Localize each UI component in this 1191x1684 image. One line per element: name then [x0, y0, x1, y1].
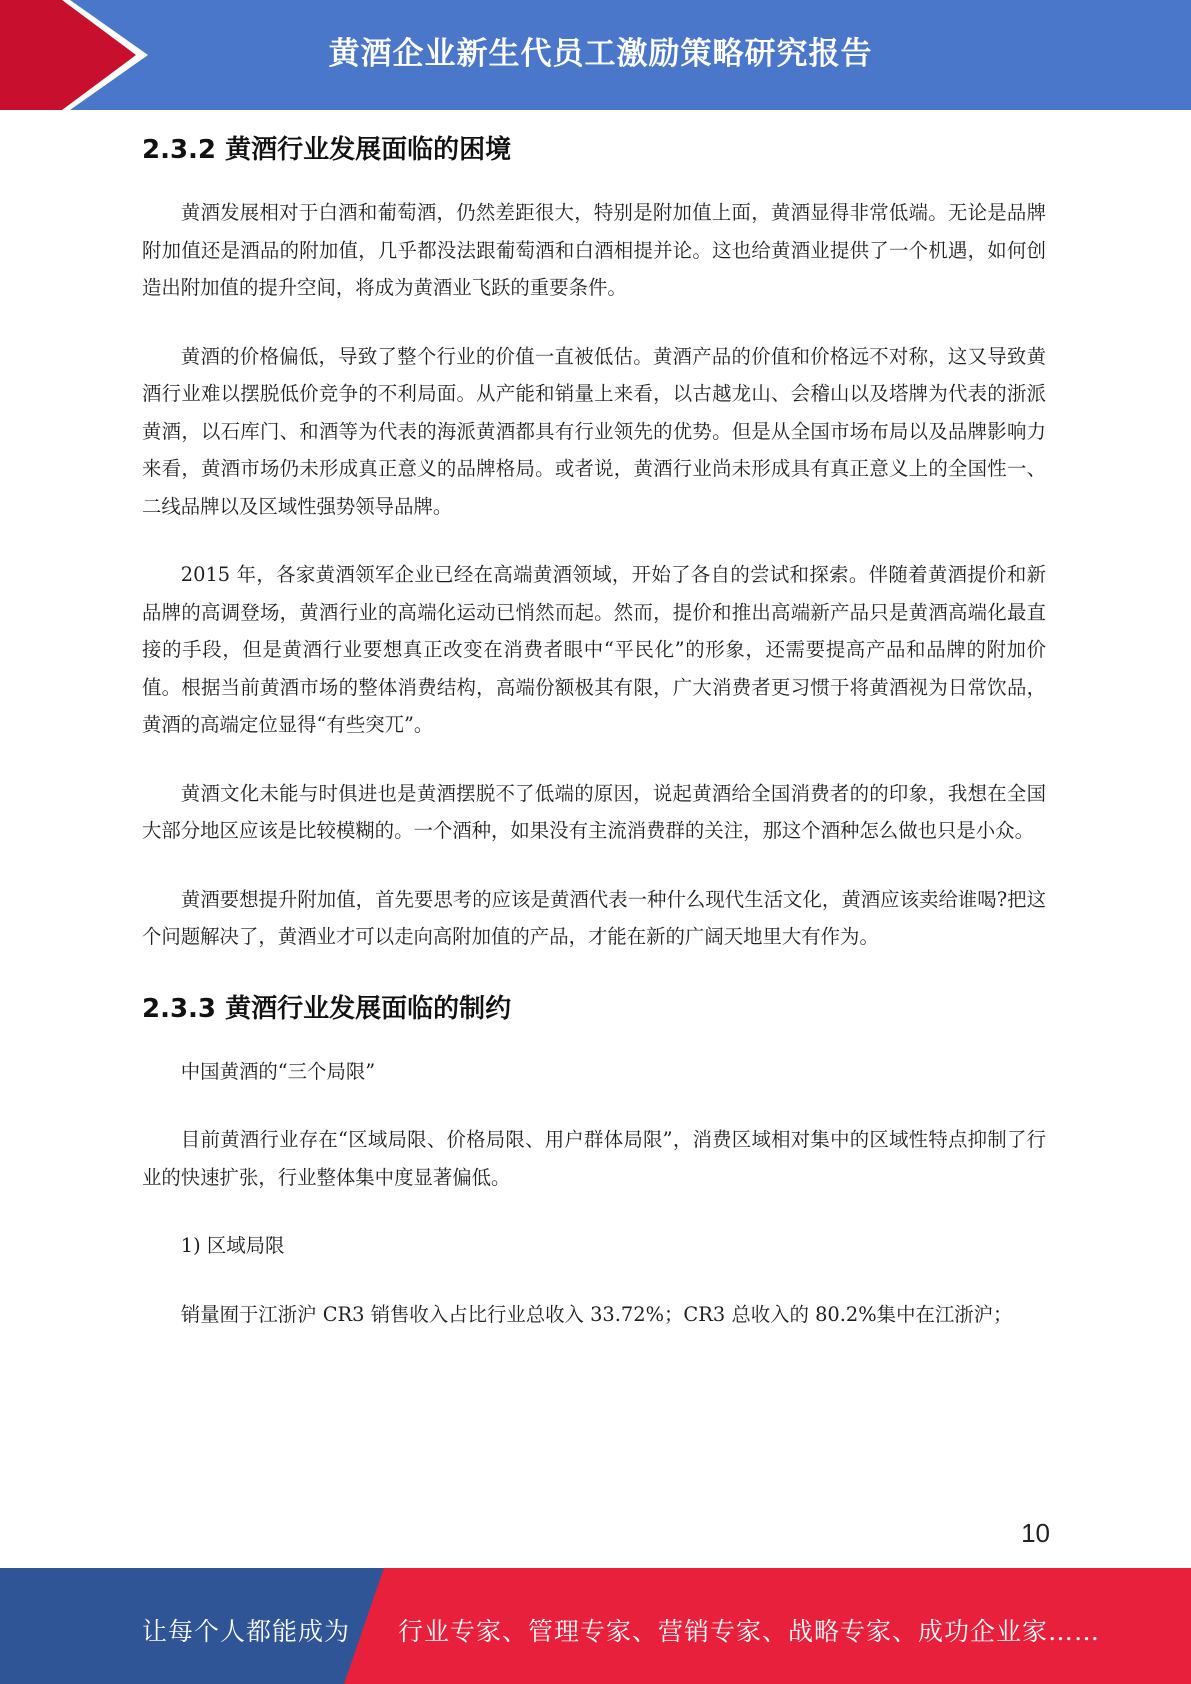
footer-slogan-right: 行业专家、管理专家、营销专家、战略专家、成功企业家…… [398, 1617, 1101, 1646]
list-item-heading: 1) 区域局限 [180, 1234, 285, 1257]
section-heading-2-3-2: 2.3.2 黄酒行业发展面临的困境 [142, 135, 512, 165]
paragraph: 目前黄酒行业存在“区域局限、价格局限、用户群体局限”，消费区域相对集中的区域性特点抑制了行业的快速扩张，行业整体集中度显著偏低。 [142, 1128, 1046, 1189]
report-title: 黄酒企业新生代员工激励策略研究报告 [328, 36, 873, 72]
paragraph: 黄酒的价格偏低，导致了整个行业的价值一直被低估。黄酒产品的价值和价格远不对称，这又导致黄酒行业难以摆脱低价竞争的不利局面。从产能和销量上来看，以古越龙山、会稽山以及塔牌为代表的浙派黄酒，以石库门、和酒等为代表的海派黄酒都具有行业领先的优势。但是从全国市场布局以及品牌影响力来看，黄酒市场仍未形成真正意义的品牌格局。或者说，黄酒行业尚未形成具有真正意义上的全国性一、二线品牌以及区域性强势领导品牌。 [142, 344, 1046, 518]
paragraph: 2015 年，各家黄酒领军企业已经在高端黄酒领域，开始了各自的尝试和探索。伴随着黄酒提价和新品牌的高调登场，黄酒行业的高端化运动已悄然而起。然而，提价和推出高端新产品只是黄酒高端化最直接的手段，但是黄酒行业要想真正改变在消费者眼中“平民化”的形象，还需要提高产品和品牌的附加价值。根据当前黄酒市场的整体消费结构，高端份额极其有限，广大消费者更习惯于将黄酒视为日常饮品，黄酒的高端定位显得“有些突兀”。 [142, 563, 1046, 736]
paragraph: 销量囿于江浙沪 CR3 销售收入占比行业总收入 33.72%；CR3 总收入的 80.2%集中在江浙沪； [180, 1302, 1013, 1326]
footer-slogan-left: 让每个人都能成为 [142, 1617, 351, 1646]
paragraph: 黄酒发展相对于白酒和葡萄酒，仍然差距很大，特别是附加值上面，黄酒显得非常低端。无论是品牌附加值还是酒品的附加值，几乎都没法跟葡萄酒和白酒相提并论。这也给黄酒业提供了一个机遇，如何创造出附加值的提升空间，将成为黄酒业飞跃的重要条件。 [142, 201, 1046, 299]
page-footer [0, 1568, 1191, 1684]
page-header [0, 0, 1191, 110]
page-number: 10 [1021, 1518, 1050, 1548]
section-heading-2-3-3: 2.3.3 黄酒行业发展面临的制约 [142, 993, 512, 1024]
paragraph: 黄酒要想提升附加值，首先要思考的应该是黄酒代表一种什么现代生活文化，黄酒应该卖给谁喝?把这个问题解决了，黄酒业才可以走向高附加值的产品，才能在新的广阔天地里大有作为。 [142, 887, 1046, 948]
paragraph: 黄酒文化未能与时俱进也是黄酒摆脱不了低端的原因，说起黄酒给全国消费者的的印象，我想在全国大部分地区应该是比较模糊的。一个酒种，如果没有主流消费群的关注，那这个酒种怎么做也只是小众。 [142, 781, 1046, 842]
page-content [142, 128, 1046, 1364]
paragraph: 中国黄酒的“三个局限” [180, 1059, 376, 1083]
